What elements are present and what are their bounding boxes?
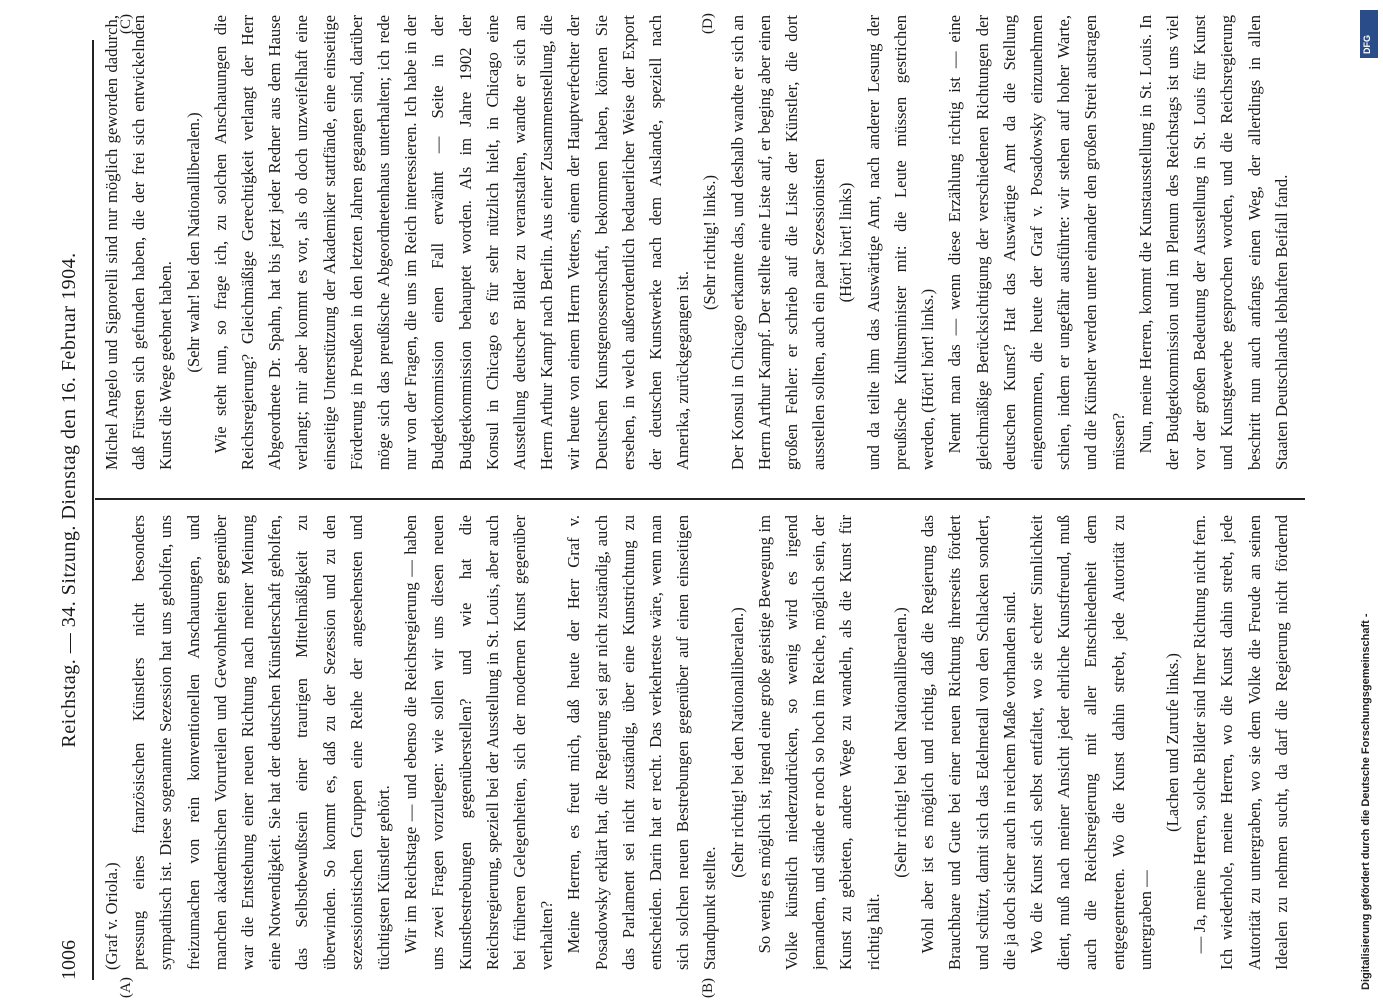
column-divider bbox=[95, 498, 1305, 500]
paragraph: Michel Angelo und Signorelli sind nur möglich geworden dadurch, daß Fürsten sich gefunden haben, die der frei sich entwickelnden Kunst die Wege geebnet haben. bbox=[102, 15, 176, 470]
paragraph: Wir im Reichstage — und ebenso die Reichsregierung — haben uns zwei Fragen vorzulegen: wie sollen wir uns diesen neuen Kunstbestrebungen gegenüberstellen? und wie hat die Reichsregierung, speziell bei der Ausstellung in St. Louis, aber auch bei früheren Gelegenheiten, sich der modernen Kunst gegenüber verhalten? bbox=[401, 515, 557, 970]
paragraph: Der Konsul in Chicago erkannte das, und deshalb wandte er sich an Herrn Arthur Kampf. Der stellte eine Liste auf, er beging aber einen großen Fehler: er schrieb auf die Liste der Künstler, die dort ausstellen sollten, auch ein paar Sezessionisten bbox=[727, 15, 829, 470]
margin-mark-a: (A) bbox=[118, 977, 134, 998]
margin-mark-d: (D) bbox=[700, 13, 716, 34]
interjection: (Lachen und Zurufe links.) bbox=[1162, 653, 1182, 832]
interjection: (Sehr wahr! bei den Nationalliberalen.) bbox=[183, 112, 203, 373]
dfg-logo: DFG bbox=[1360, 10, 1378, 58]
page-number: 1006 bbox=[58, 940, 80, 980]
interjection: (Sehr richtig! links.) bbox=[700, 174, 720, 311]
margin-mark-c: (C) bbox=[118, 14, 134, 34]
paragraph: Wie steht nun, so frage ich, zu solchen Anschauungen die Reichsregierung? Gleichmäßige Gerechtigkeit verlangt der Herr Abgeordnete Dr. Spahn, hat bis jetzt jeder Redner aus dem Hause verlangt; mir aber kommt es vor, als ob doch unzweifelhaft eine einseitige Unterstützung der Akademiker stattfände, eine einseitige Förderung in Preußen in den letzten Jahren gegangen sind, darüber möge sich das preußische Abgeordnetenhaus unterhalten; ich rede nur von der Fragen, die uns im Reich interessieren. Ich habe in der Budgetkommission einen Fall erwähnt — Seite in der Budgetkommission behauptet worden. Als im Jahre 1902 der Konsul in Chicago es für sehr nützlich hielt, in Chicago eine Ausstellung deutscher Bilder zu veranstalten, wandte er sich an Herrn Arthur Kampf nach Berlin. Aus einer Zusammenstellung, die wir heute von einem Herrn Vetters, einem der Hauptverfechter der Deutschen Kunstgenossenschaft, bekommen haben, können Sie ersehen, in welch außerordentlich bedauerlicher Weise der Export der deutschen Kunstwerke nach dem Auslande, speziell nach Amerika, zurückgegangen ist. bbox=[210, 15, 693, 470]
paragraph: Nennt man das — wenn diese Erzählung richtig ist — eine gleichmäßige Berücksichtigung der verschiedenen Richtungen der deutschen Kunst? Hat das Auswärtige Amt da die Stellung eingenommen, die heute der Graf v. Posadowsky einzunehmen schien, indem er ungefähr ausführte: wir stehen auf hoher Warte, und die Künstler werden unter einander den großen Streit austragen müssen? bbox=[945, 15, 1128, 470]
paragraph: pressung eines französischen Künstlers nicht besonders sympathisch ist. Diese sogenannte Sezession hat uns geholfen, uns freizumachen von rein konventionellen Anschauungen, und manchen akademischen Vorurteilen und Gewohnheiten gegenüber war die Entstehung einer neuen Richtung nach meiner Meinung eine Notwendigkeit. Sie hat der deutschen Künstlerschaft geholfen, das Selbstbewußtsein einer traurigen Mittelmäßigkeit zu überwinden. So kommt es, daß zu der Sezession und zu den sezessionistischen Gruppen eine Reihe der angesehensten und tüchtigsten Künstler gehört. bbox=[129, 515, 394, 970]
header-rule bbox=[92, 40, 94, 980]
paragraph: Nun, meine Herren, kommt die Kunstausstellung in St. Louis. In der Budgetkommission und im Plenum des Reichstags ist uns viel vor der großen Bedeutung der Ausstellung in St. Louis für Kunst und Kunstgewerbe gesprochen worden, und die Reichsregierung beschritt nun auch anfangs einen Weg, der allerdings in allen Staaten Deutschlands lebhaften Beifall fand. bbox=[1135, 15, 1291, 470]
paragraph: Wo die Kunst sich selbst entfaltet, wo sie echter Sinnlichkeit dient, muß nach meiner Ansicht jeder ehrliche Kunstfreund, muß auch die Reichsregierung mit aller Entschiedenheit dem entgegentreten. Wo die Kunst dahin strebt, jede Autorität zu untergraben — bbox=[1026, 515, 1155, 970]
margin-mark-b: (B) bbox=[700, 978, 716, 998]
interjection bbox=[1295, 15, 1298, 470]
paragraph: Wohl aber ist es möglich und richtig, daß die Regierung das Brauchbare und Gute bei einer neuen Richtung ihrerseits fördert und schützt, damit sich das Edelmetall von den Schlacken sondert, die ja doch sicher auch in reichem Maße vorhanden sind. bbox=[918, 515, 1019, 970]
paragraph: Meine Herren, es freut mich, daß heute der Herr Graf v. Posadowsky erklärt hat, die Regierung sei gar nicht zuständig, auch das Parlament sei nicht zuständig, über eine Kunstrichtung zu entscheiden. Darin hat er recht. Das verkehrteste wäre, wenn man sich solchen neuen Bestrebungen gegenüber auf einen einseitigen Standpunkt stellte. bbox=[564, 515, 720, 970]
interjection: (Sehr richtig! bei den Nationalliberalen.) bbox=[727, 607, 747, 878]
interjection: (Sehr richtig! bei den Nationalliberalen.) bbox=[890, 607, 910, 878]
page-header bbox=[52, 0, 92, 1000]
left-column bbox=[98, 515, 1298, 970]
paragraph: und da teilte ihm das Auswärtige Amt, nach anderer Lesung der preußische Kultusminister mit: die Leute müssen gestrichen werden, (Hört! hört! links.) bbox=[863, 15, 938, 470]
running-title: Reichstag. — 34. Sitzung. Dienstag den 16. Februar 1904. bbox=[58, 252, 80, 748]
paragraph: So wenig es möglich ist, irgend eine große geistige Bewegung im Volke künstlich niederzudrücken, so wenig wird es irgend jemandem, und stände er noch so hoch im Reiche, möglich sein, der Kunst zu gebieten, andere Wege zu wandeln, als die Kunst für richtig hält. bbox=[754, 515, 883, 970]
right-column bbox=[98, 15, 1298, 470]
digitization-sidebar bbox=[1360, 10, 1380, 990]
speaker-tag: (Graf v. Oriola.) bbox=[102, 862, 121, 970]
digitization-credit: Digitalisierung gefördert durch die Deutsche Forschungsgemeinschaft - bbox=[1360, 613, 1372, 990]
interjection: (Hört! hört! links) bbox=[836, 182, 856, 303]
paragraph: — Ja, meine Herren, solche Bilder sind Ihrer Richtung nicht fern. Ich wiederhole, meine Herren, wo die Kunst dahin strebt, jede Autorität zu untergraben, wo sie dem Volke die Freude an seinen Idealen zu nehmen sucht, da darf die Regierung nicht fördernd bbox=[1190, 515, 1291, 970]
